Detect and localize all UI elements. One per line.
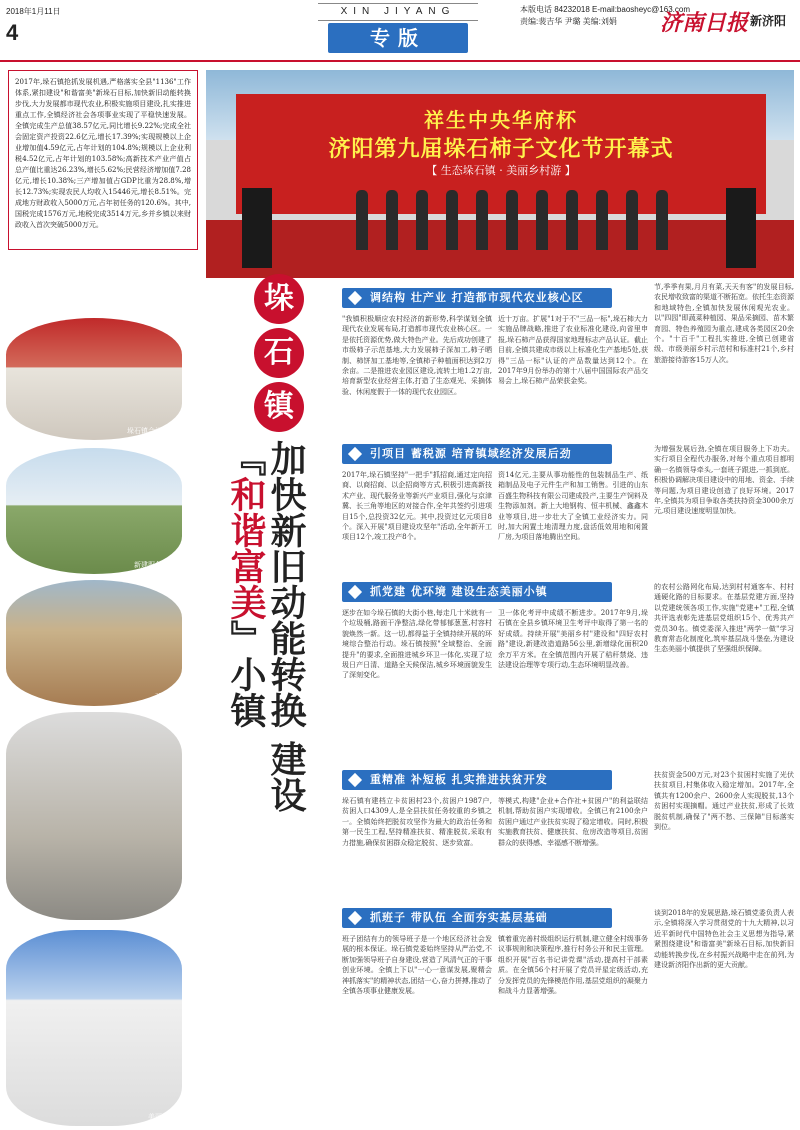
article-column: 的农村公路网化布局,达到村村通客车、村村通硬化路的目标要求。在基层党建方面,坚持以党建统领各项工作,实施"党建+"工程,全镇共评选表彰先进基层党组织15个、优秀共产党员30名。镇党委深入推进"两学一做"学习教育常态化制度化,筑牢基层战斗堡垒,为建设生态美丽小镇提供了坚强组织保障。 — [654, 583, 794, 654]
person — [446, 190, 458, 250]
headline-badge: 垛 — [254, 274, 304, 324]
section-header: 引项目 蓄税源 培育镇域经济发展后劲 — [342, 444, 612, 464]
headline-badge: 石 — [254, 328, 304, 378]
masthead-rule — [0, 60, 800, 62]
person — [596, 190, 608, 250]
person — [566, 190, 578, 250]
backdrop-line1: 祥生中央华府杯 — [424, 108, 578, 132]
article-column: 资14亿元,主要从事功能性的包装制品生产、纸箱制品及电子元件生产和加工销售。引进的山东百盛生物科技有限公司建成投产,主要生产饲料及生物添加剂。新上大地钢构、恒丰机械、鑫鑫木业等项目,进一步壮大了全镇工业经济实力。同时,加大闲置土地清理力度,盘活低效用地和闲置厂房,为项目落地腾出空间。 — [498, 471, 648, 542]
speaker-right — [726, 188, 756, 268]
article-column: 谈到2018年的发展思路,垛石镇党委负责人表示,全镇将深入学习贯彻党的十九大精神,以习近平新时代中国特色社会主义思想为指导,紧紧围绕建设"和谐富美"新垛石目标,加快新旧动能转换步伐,在乡村振兴战略中走在前列,为建设新济阳作出新的更大贡献。 — [654, 909, 794, 970]
meeting-photo — [6, 318, 182, 440]
photo-caption: 垛石镇会议现场 — [127, 427, 176, 435]
headline-block — [186, 260, 316, 880]
section-header: 重精准 补短板 扎实推进扶贫开发 — [342, 770, 612, 790]
village-photo — [6, 930, 182, 1126]
backdrop-line2: 济阳第九届垛石柿子文化节开幕式 — [328, 136, 674, 162]
person — [626, 190, 638, 250]
person — [356, 190, 368, 250]
headline-highlight: 和谐富美 — [225, 476, 267, 620]
photo-caption: 美丽乡村 — [148, 1113, 176, 1121]
section-tag — [328, 23, 468, 53]
section-header: 调结构 壮产业 打造都市现代农业核心区 — [342, 288, 612, 308]
construction-photo — [6, 448, 182, 574]
person — [386, 190, 398, 250]
person — [536, 190, 548, 250]
paper-sub-name: 新济阳 — [750, 14, 787, 28]
section-header: 抓班子 带队伍 全面夯实基层基础 — [342, 908, 612, 928]
article-column: 为增强发展后劲,全镇在项目服务上下功夫。实行项目全程代办服务,对每个重点项目都明确一名镇领导牵头,一套班子跟进,一抓到底。积极协调解决项目建设中的用地、资金、手续等问题,为项目建设创造了良好环境。2017年,全镇共为项目争取各类扶持资金3000余万元,项目建设速度明显加快。 — [654, 445, 794, 516]
photo-caption: 改造前 — [155, 693, 176, 701]
summary-text: 2017年,垛石镇抢抓发展机遇,严格落实全县"1136"工作体系,紧扣建设"和谐富美"新垛石目标,加快新旧动能转换步伐,大力发展都市现代农业,积极实施项目建设,扎实推进重点工作,全镇经济社会各项事业实现了平稳快速发展。全镇完成生产总值38.57亿元,同比增长9.22%;完成全社会固定资产投资22.6亿元,增长17.39%;实现规模以上企业增加值4.59亿元,占年计划的104.8%;规模以上企业利税4.52亿元,占年计划的103.58%;高新技术产业产值占总产值比重达26.23%,增长5.62%;民营经济增加值7.28亿元,增长10.38%;三产增加值占GDP比重为28.8%,增长12.73%;实现农民人均收入15446元,增长8.51%。完成地方财政收入5000万元,占年初任务的120.6%。其中,国税完成1576万元,地税完成3514万元,乡并乡镇以来财政收入首次突破5000万元。 — [15, 78, 191, 229]
article-column: 垛石镇有建档立卡贫困村23个,贫困户1987户,贫困人口4309人,是全县扶贫任务较重的乡镇之一。全镇始终把脱贫攻坚作为最大的政治任务和第一民生工程,坚持精准扶贫、精准脱贫,采取有力措施,确保贫困群众稳定脱贫、逐步致富。 — [342, 797, 492, 847]
section-header: 抓党建 优环境 建设生态美丽小镇 — [342, 582, 612, 602]
paper-logo: 济南日报 — [660, 10, 749, 36]
headline-badge: 镇 — [254, 382, 304, 432]
headline-part2: 』小镇 — [225, 620, 267, 728]
article-column: 2017年,垛石镇坚持"一把手"抓招商,通过定向招商、以商招商、以企招商等方式,积极引进高新技术产业、现代服务业等新兴产业项目,强化与京津冀、长三角等地区的对接合作,全年共签约引进项目15个,总投资32亿元。其中,投资过亿元项目8个。深入开展"项目建设攻坚年"活动,全年新开工项目12个,竣工投产8个。 — [342, 471, 492, 542]
section-label: 专版 — [370, 26, 426, 50]
article-column: 节,季季有果,月月有菜,天天有客"的发展目标,农民增收致富的渠道不断拓宽。依托生态资源和地域特色,全镇加快发展休闲观光农业。以"四园"即蔬菜种植园、果品采摘园、苗木繁育园、特色养殖园为重点,建成各类园区20余个。"十百千"工程扎实推进,全镇已创建省级、市级美丽乡村示范村和标准村21个,乡村旅游接待游客15万人次。 — [654, 283, 794, 364]
person — [416, 190, 428, 250]
section-banner — [318, 3, 478, 59]
article-column: 班子团结有力的领导班子是一个地区经济社会发展的根本保证。垛石镇党委始终坚持从严治党,不断加强领导班子自身建设,营造了风清气正的干事创业环境。全镇上下以"一心一意谋发展,聚精会神抓落实"的精神状态,团结一心,奋力拼搏,推动了全镇各项事业健康发展。 — [342, 935, 492, 996]
summary-box — [8, 70, 198, 250]
person — [656, 190, 668, 250]
article-column: 逐步在如今垛石镇的大街小巷,每走几十米就有一个垃圾桶,路面干净整洁,绿化带郁郁葱葱,村容村貌焕然一新。这一切,都得益于全镇持续开展的环境综合整治行动。垛石镇按照"全域整治、全面提升"的要求,全面推进城乡环卫一体化,实现了垃圾日产日清、道路全天候保洁,城乡环境面貌发生了深刻变化。 — [342, 609, 492, 680]
old-village-photo — [6, 580, 182, 706]
speaker-left — [242, 188, 272, 268]
person — [476, 190, 488, 250]
article-column: 镇着重完善村级组织运行机制,建立健全村级事务议事规则和决策程序,推行村务公开和民主管理。组织开展"百名书记讲党课"活动,提高村干部素质。在全镇56个村开展了党员评星定级活动,充分发挥党员的先锋模范作用,基层党组织的凝聚力和战斗力显著增强。 — [498, 935, 648, 996]
editor-line: 责编:裴吉华 尹璐 美编:刘娟 — [520, 17, 617, 26]
article-column: 等模式,构建"企业+合作社+贫困户"的利益联结机制,帮助贫困户实现增收。全镇已有2100余户贫困户通过产业扶贫实现了稳定增收。同时,积极实施教育扶贫、健康扶贫、危房改造等项目,贫困群众的获得感、幸福感不断增强。 — [498, 797, 648, 847]
backdrop-line3: 【 生态垛石镇 · 美丽乡村游 】 — [426, 164, 576, 177]
person — [506, 190, 518, 250]
issue-date: 2018年1月11日 — [6, 7, 61, 16]
contact-line: 本版电话 84232018 E-mail:baosheyc@163.com — [520, 5, 690, 14]
ceremony-photo — [206, 70, 794, 278]
masthead — [0, 0, 800, 62]
headline-text — [225, 440, 307, 880]
article-column: 扶贫资金500万元,对23个贫困村实施了光伏扶贫项目,村集体收入稳定增加。2017年,全镇共有1200余户、2600余人实现脱贫,13个贫困村实现摘帽。通过产业扶贫,形成了长效脱贫机制,确保了"两不愁、三保障"目标落实到位。 — [654, 771, 794, 832]
headline-part1: 加快新旧动能转换 建设『 — [225, 440, 307, 813]
article-column: "我镇积极顺应农村经济的新形势,科学谋划全镇现代农业发展布局,打造都市现代农业核心区。一是依托资源优势,做大特色产业。先后成功创建了市级柿子示范基地,大力发展柿子深加工,柿子晒制、柿饼加工基地等,全镇柿子种植面积达到2万余亩。二是推进农业园区建设,流转土地1.2万亩,培育新型农业经营主体,打造了生态观光、采摘体验、休闲度假于一体的现代农业园区。 — [342, 315, 492, 396]
article-column: 近十万亩。扩展"1对于不"三品一标",垛石柿大力实施品牌战略,推进了农业标准化建设,向省里申报,垛石柿产品获得国家地理标志产品认证。截止目前,全镇共建成市级以上标准化生产基地5处,获得"三品一标"认证的产品数量达到12个。在2017年9月份举办的第十八届中国国际农产品交易会上,垛石柿产品荣获金奖。 — [498, 315, 648, 386]
road-photo — [6, 712, 182, 920]
article-column: 卫一体化考评中成绩不断进步。2017年9月,垛石镇在全县乡镇环境卫生考评中取得了第一名的好成绩。持续开展"美丽乡村"建设和"四好农村路"建设,新建改造道路56公里,新增绿化面积20余万平方米。在全镇范围内开展了秸秆禁烧、违法建设治理等专项行动,生态环境明显改善。 — [498, 609, 648, 670]
page-number: 4 — [6, 20, 19, 45]
pinyin-label: XIN JIYANG — [318, 3, 478, 21]
photo-caption: 新建服务中心 — [134, 561, 176, 569]
